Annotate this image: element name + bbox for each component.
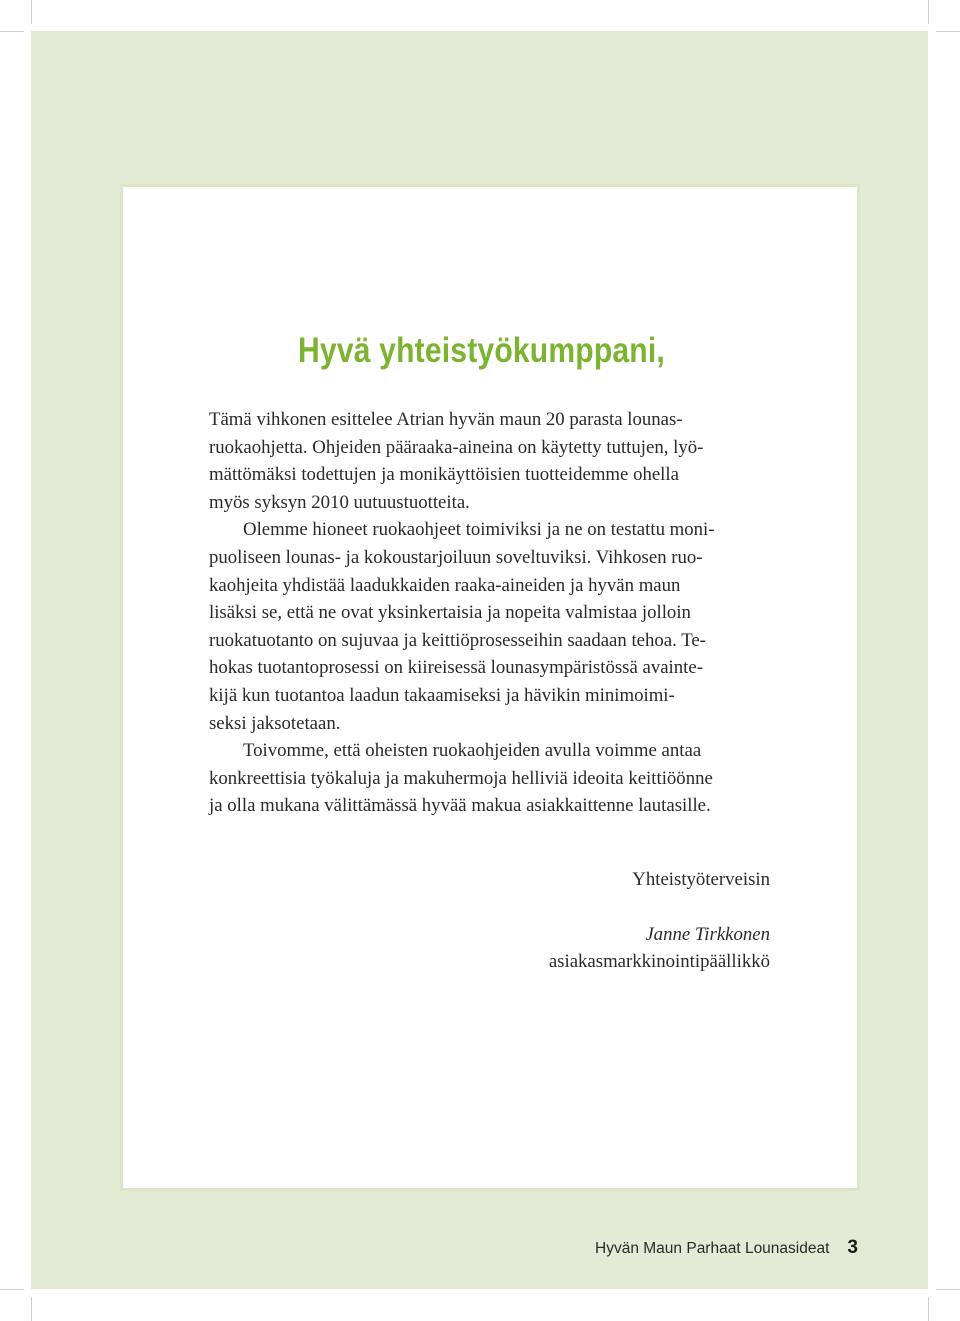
- page-number: 3: [847, 1237, 858, 1258]
- body-line: kijä kun tuotantoa laadun takaamiseksi ja hävikin minimoimi-: [209, 684, 675, 706]
- body-line: Olemme hioneet ruokaohjeet toimiviksi ja ne on testattu moni-: [243, 519, 715, 541]
- crop-mark: [31, 0, 32, 24]
- body-line: Tämä vihkonen esittelee Atrian hyvän maun 20 parasta lounas-: [209, 409, 683, 430]
- page-title: Hyvä yhteistyökumppani,: [298, 331, 665, 370]
- body-line: lisäksi se, että ne ovat yksinkertaisia ja nopeita valmistaa jolloin: [209, 602, 691, 624]
- body-text: [209, 406, 784, 820]
- crop-mark: [0, 1289, 24, 1290]
- closing-greeting: Yhteistyöterveisin: [632, 869, 770, 890]
- crop-mark: [0, 31, 24, 32]
- body-line: ruokaohjetta. Ohjeiden pääraaka-aineina on käytetty tuttujen, lyö-: [209, 436, 704, 458]
- crop-mark: [928, 0, 929, 24]
- crop-mark: [928, 1297, 929, 1321]
- crop-mark: [31, 1297, 32, 1321]
- signature-title: asiakasmarkkinointipäällikkö: [548, 951, 770, 972]
- crop-mark: [936, 31, 960, 32]
- body-line: puoliseen lounas- ja kokoustarjoiluun soveltuviksi. Vihkosen ruo-: [209, 546, 703, 568]
- body-line: mättömäksi todettujen ja monikäyttöisien tuotteidemme ohella: [209, 464, 679, 486]
- crop-mark: [936, 1289, 960, 1290]
- body-line: ruokatuotanto on sujuvaa ja keittiöprosesseihin saadaan tehoa. Te-: [209, 629, 706, 651]
- body-line: ja olla mukana välittämässä hyvää makua asiakkaittenne lautasille.: [209, 795, 711, 817]
- body-line: kaohjeita yhdistää laadukkaiden raaka-aineiden ja hyvän maun: [209, 574, 681, 596]
- signature-name: Janne Tirkkonen: [645, 924, 770, 945]
- publication-title: Hyvän Maun Parhaat Lounasideat: [595, 1240, 830, 1257]
- body-line: konkreettisia työkaluja ja makuhermoja helliviä ideoita keittiöönne: [209, 767, 713, 789]
- body-line: hokas tuotantoprosessi on kiireisessä lounasympäristössä avainte-: [209, 657, 703, 679]
- body-line: myös syksyn 2010 uutuustuotteita.: [209, 491, 470, 513]
- page-footer: [595, 1237, 858, 1259]
- body-line: seksi jaksotetaan.: [209, 712, 341, 734]
- body-line: Toivomme, että oheisten ruokaohjeiden avulla voimme antaa: [243, 740, 702, 762]
